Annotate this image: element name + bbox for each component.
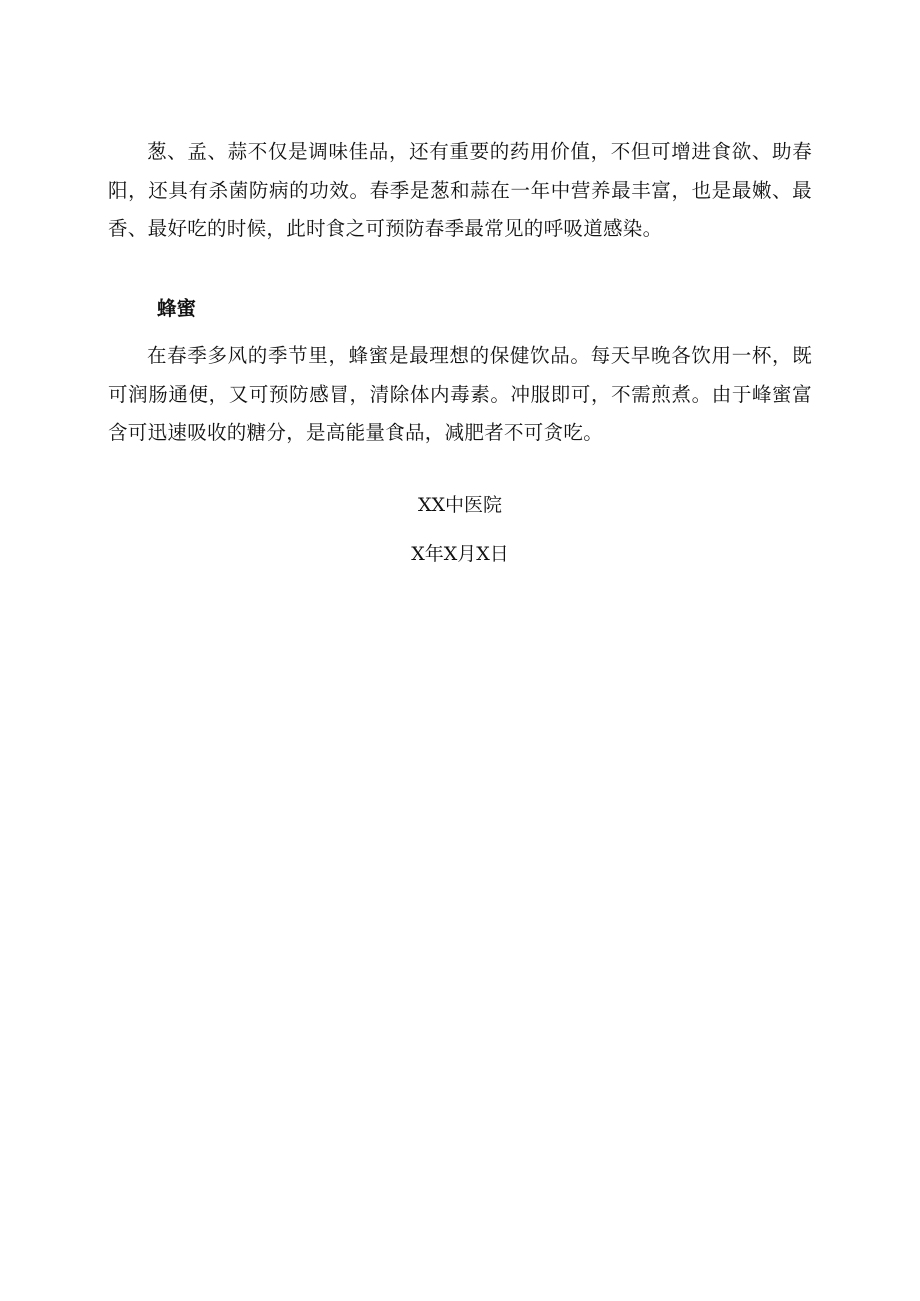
paragraph-honey: 在春季多风的季节里，蜂蜜是最理想的保健饮品。每天早晚各饮用一杯，既可润肠通便，又可预防感冒，清除体内毒素。冲服即可，不需煎煮。由于峰蜜富含可迅速吸收的糖分，是高能量食品，减肥者不可贪吃。 <box>108 344 812 444</box>
signature-organization: XX中医院 <box>417 494 503 516</box>
paragraph-onion-garlic: 葱、孟、蒜不仅是调味佳品，还有重要的药用价值，不但可增进食欲、助春阳，还具有杀菌防病的功效。春季是葱和蒜在一年中营养最丰富，也是最嫩、最香、最好吃的时候，此时食之可预防春季最常见的呼吸道感染。 <box>108 140 812 240</box>
section-heading-honey: 蜂蜜 <box>157 297 197 320</box>
signature-date: X年X月X日 <box>411 543 509 565</box>
